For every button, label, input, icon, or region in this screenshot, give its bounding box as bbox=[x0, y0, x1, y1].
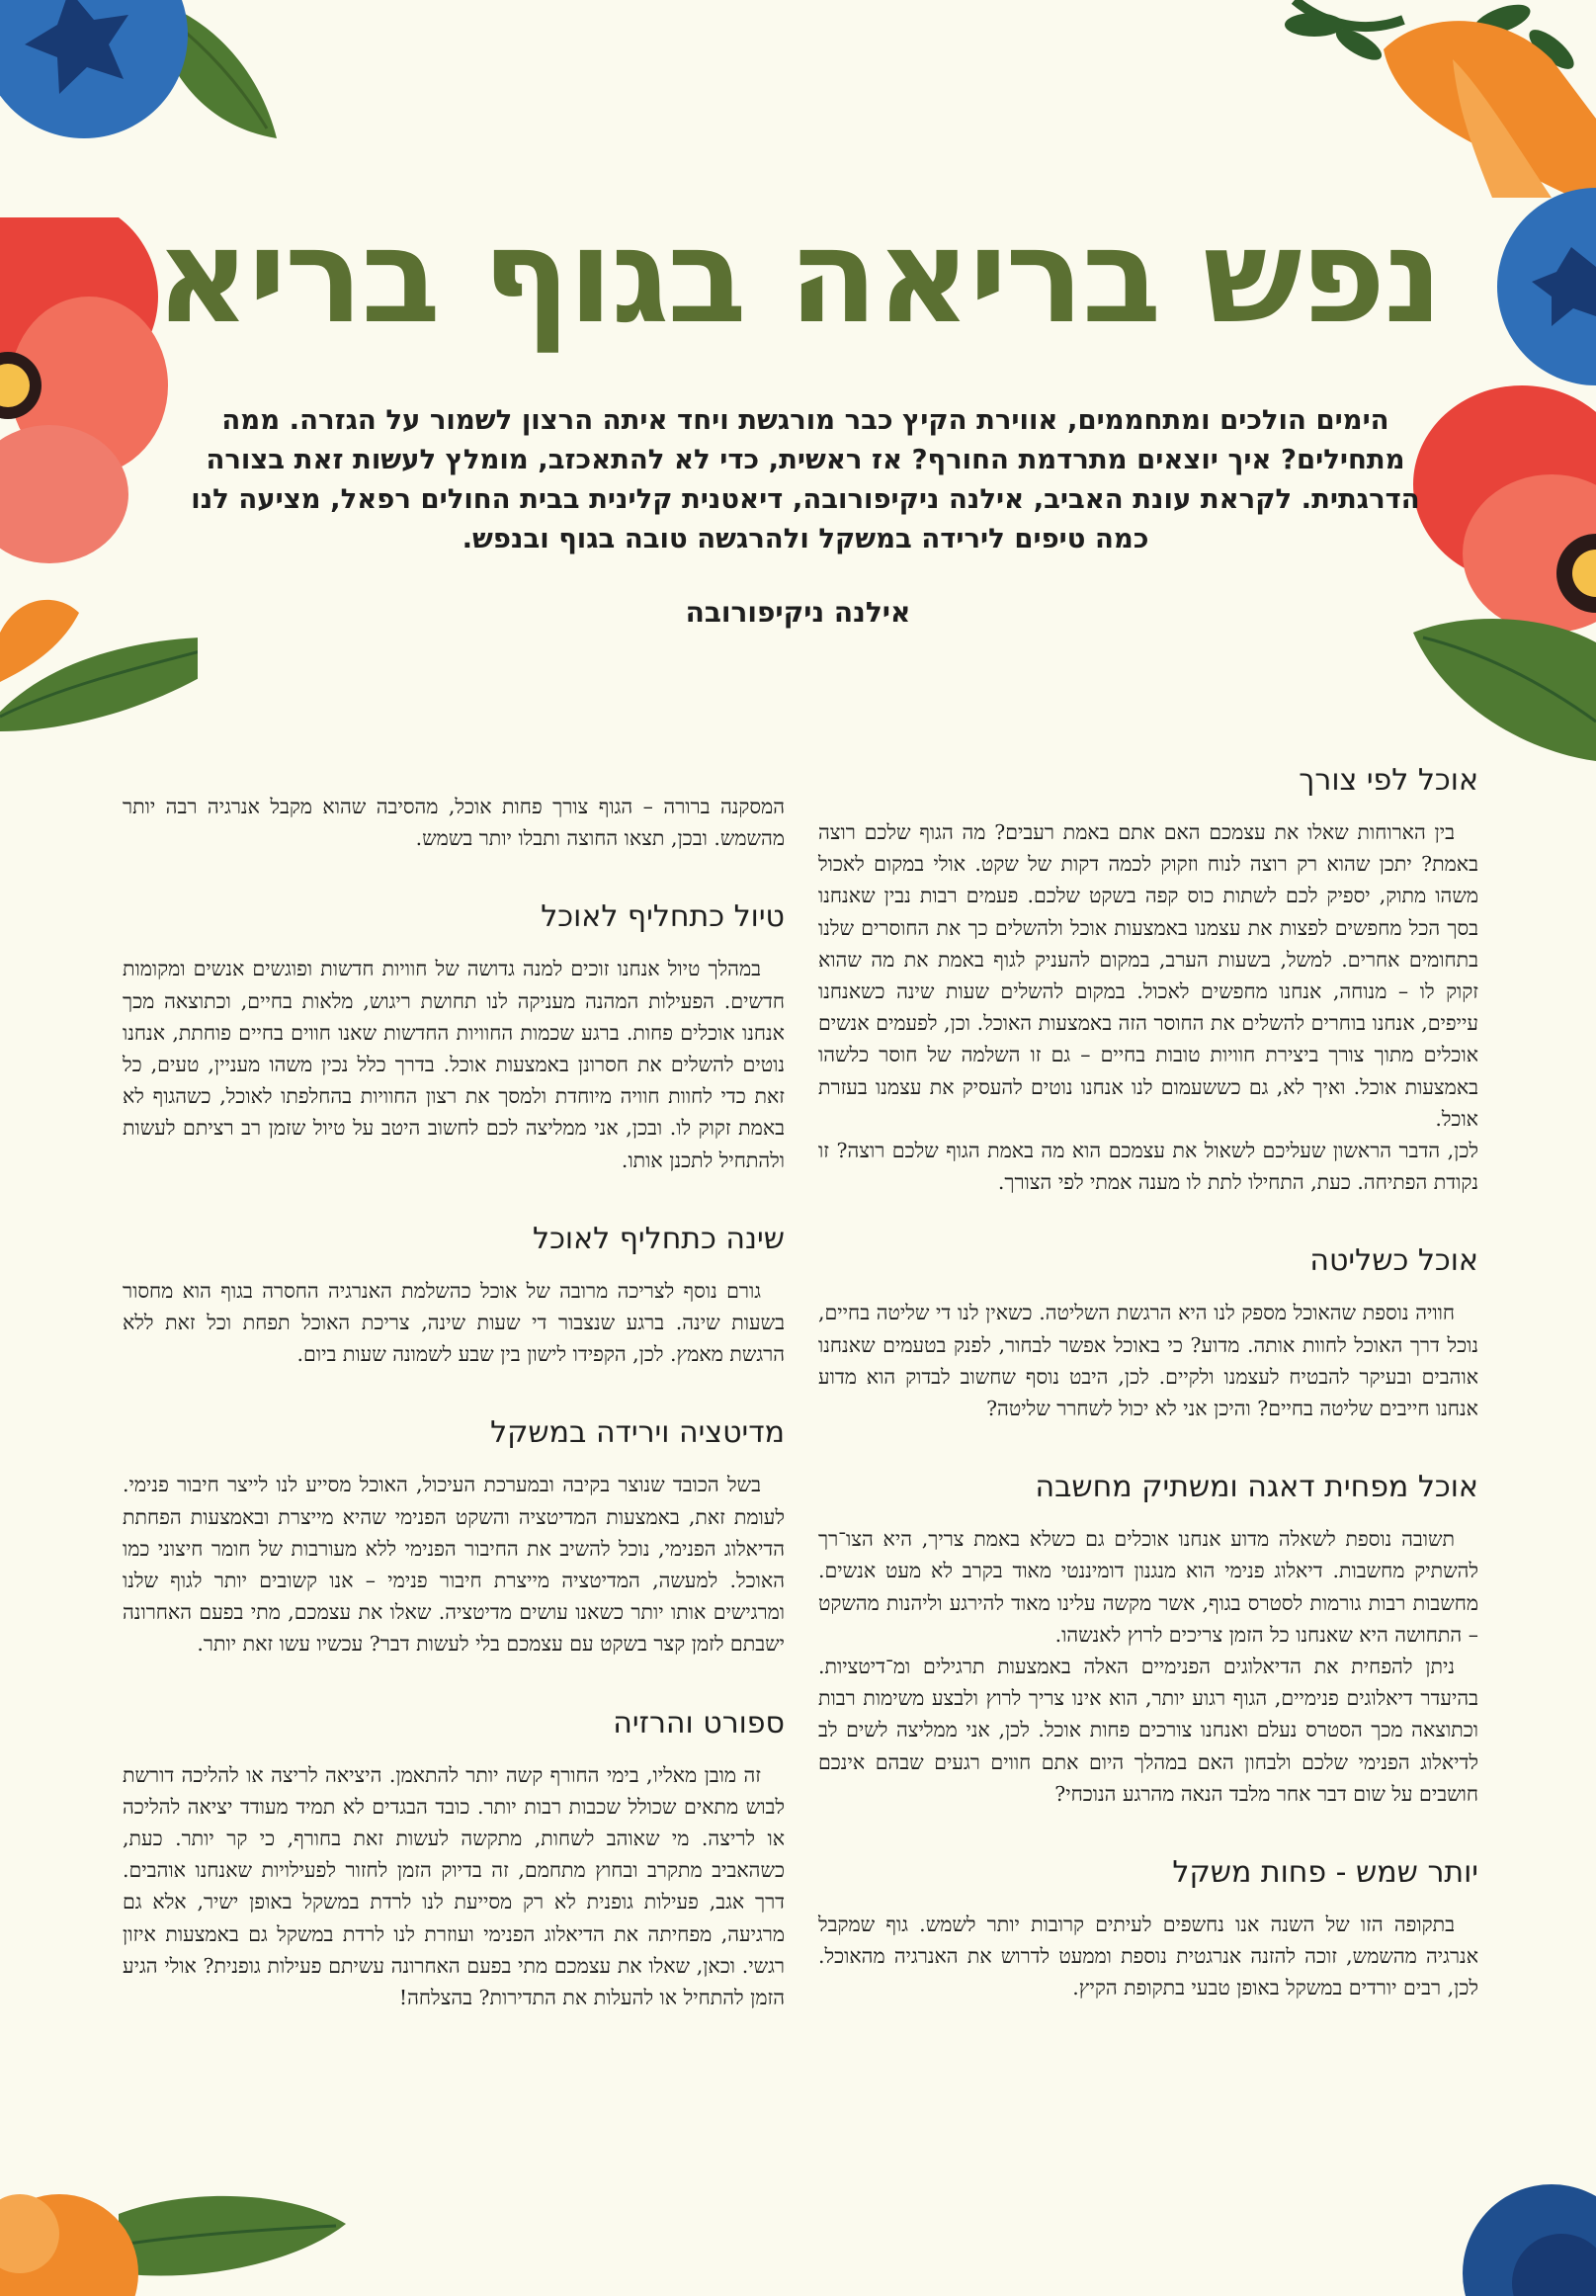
section-paragraph: ניתן להפחית את הדיאלוגים הפנימיים האלה באמצעות תרגילים ומ־דיטציות. בהיעדר דיאלוגים פנימיים, הגוף רגוע יותר, הוא אינו צריך לרוץ ולבצע משימות רבות וכתוצאה מכך הסטרס נעלם ואנחנו צורכים פחות אוכל. לכן, אני ממליצה לשים לב לדיאלוג הפנימי שלכם ולבחון האם במהלך היום אתם חווים רגעים שבהם אינכם חושבים על שום דבר אחר מלבד הנאה מהרגע הנוכחי? bbox=[818, 1655, 1478, 1806]
section-paragraph: תשובה נוספת לשאלה מדוע אנחנו אוכלים גם כשלא באמת צריך, היא הצו־רך להשתיק מחשבות. דיאלוג פנימי הוא מנגנון דומיננטי מאוד בקרב לא מעט אנשים. מחשבות רבות גורמות לסטרס בגוף, אשר מקשה עלינו מאוד להירגע וליהנות מהשקט – התחושה היא שאנחנו כל הזמן צריכים לרוץ לאנשהו. bbox=[818, 1527, 1478, 1647]
bottom-right-flowers bbox=[1443, 2165, 1596, 2296]
section-heading: טיול כתחליף לאוכל bbox=[541, 899, 785, 935]
section-sleep-instead-of-food bbox=[123, 1220, 785, 1371]
top-left-flowers bbox=[0, 0, 296, 158]
section-paragraph: זה מובן מאליו, בימי החורף קשה יותר להתאמן. היציאה לריצה או להליכה דורשת לבוש מתאים שכולל שכבות רבות יותר. כובד הבגדים לא תמיד מעודד יציאה להליכה או לריצה. מי שאוהב לשחות, מתקשה לעשות זאת בחורף, כי קר יותר. כעת, כשהאביב מתקרב ובחוץ מתחמם, זה בדיוק הזמן לחזור לפעילויות שאנחנו אוהבים. דרך אגב, פעילות גופנית לא רק מסייעת לנו לרדת במשקל באופן ישיר, אלא גם מרגיעה, מפחיתה את הדיאלוג הפנימי ועוזרת לנו לרדת במשקל גם באמצעות איזון רגשי. וכאן, שאלו את עצמכם מתי בפעם האחרונה עשיתם פעילות גופנית? אולי הגיע הזמן להתחיל או להעלות את התדירות? בהצלחה! bbox=[123, 1762, 785, 2010]
section-food-reduces-worry bbox=[818, 1468, 1478, 1810]
section-paragraph: לכן, הדבר הראשון שעליכם לשאול את עצמכם הוא מה באמת הגוף שלכם רוצה? זו נקודת הפתיחה. כעת, התחילו לתת לו מענה אמתי לפי הצורך. bbox=[818, 1139, 1478, 1195]
author-name: אילנה ניקיפורובה bbox=[685, 596, 911, 629]
bottom-left-flowers bbox=[0, 2165, 356, 2296]
section-heading: אוכל מפחית דאגה ומשתיק מחשבה bbox=[1035, 1470, 1478, 1505]
section-paragraph: המסקנה ברורה – הגוף צורך פחות אוכל, מהסיבה שהוא מקבל אנרגיה רבה יותר מהשמש. ובכן, תצאו החוצה ותבלו יותר בשמש. bbox=[123, 795, 785, 851]
section-paragraph: בשל הכובד שנוצר בקיבה ובמערכת העיכול, האוכל מסייע לנו לייצר חיבור פנימי. לעומת זאת, באמצעות המדיטציה והשקט הפנימי שהיא מייצרת ובאמצעות הפחתת הדיאלוג הפנימי, נוכל להשיב את החיבור הפנימי ללא מעורבות של חומר חיצוני כמו האוכל. למעשה, המדיטציה מייצרת חיבור פנימי – אנו קשובים יותר לגוף שלנו ומרגישים אותו יותר כשאנו עושים מדיטציה. שאלו את עצמכם, מתי בפעם האחרונה ישבתם לזמן קצר בשקט עם עצמכם בלי לעשות דבר? עכשיו עשו זאת יותר. bbox=[123, 1473, 785, 1657]
section-paragraph: בתקופה הזו של השנה אנו נחשפים לעיתים קרובות יותר לשמש. גוף שמקבל אנרגיה מהשמש, זוכה להזנה אנרגטית נוספת וממעט לדרוש את האנרגיה מהאוכל. לכן, רבים יורדים במשקל באופן טבעי בתקופת הקיץ. bbox=[818, 1913, 1478, 2000]
section-sun-conclusion bbox=[123, 791, 785, 854]
section-trip-instead-of-food bbox=[123, 897, 785, 1175]
section-food-by-need bbox=[818, 761, 1478, 1198]
section-food-as-control bbox=[818, 1241, 1478, 1424]
page-title: נפש בריאה בגוף בריא bbox=[154, 201, 1441, 353]
section-more-sun bbox=[818, 1853, 1478, 2004]
section-paragraph: במהלך טיול אנחנו זוכים למנה גדושה של חוויות חדשות ופוגשים אנשים ומקומות חדשים. הפעילות המהנה מעניקה לנו תחושת ריגוש, מלאות בחיים, וכתוצאה מכך אנחנו אוכלים פחות. ברגע שכמות החוויות החדשות שאנו חווים בחיים פוחתת, אנחנו נוטים להשלים את חסרונן באמצעות אוכל. בדרך כלל נכין משהו מעניין, טעים, כל זאת כדי לחוות חוויה מיוחדת ולמסך את רצון החוויות בהחלפתו לאוכל, כשהגוף לא באמת זקוק לו. ובכן, אני ממליצה לכם לחשוב היטב על טיול שזמן רב רציתם לעשות ולהתחיל לתכנן אותו. bbox=[123, 957, 785, 1172]
section-paragraph: חוויה נוספת שהאוכל מספק לנו היא הרגשת השליטה. כשאין לנו די שליטה בחיים, נוכל דרך האוכל לחוות אותה. מדוע? כי באוכל אפשר לבחור, לפנק בטעמים שאנחנו אוהבים ובעיקר להבטיח לעצמנו ולקיים. לכן, היבט נוסף שחשוב לבדוק הוא מדוע אנחנו חייבים שליטה בחיים? והיכן אני לא יכול לשחרר שליטה? bbox=[818, 1301, 1478, 1421]
section-heading: ספורט והרזיה bbox=[613, 1705, 785, 1741]
right-middle-flowers bbox=[1403, 376, 1596, 771]
section-heading: מדיטציה וירידה במשקל bbox=[490, 1415, 785, 1451]
section-paragraph: בין הארוחות שאלו את עצמכם האם אתם באמת רעבים? מה הגוף שלכם רוצה באמת? יתכן שהוא רק רוצה לנוח וזקוק לכמה דקות של שקט. אולי במקום לאכול משהו מתוק, יספיק לכם לשתות כוס קפה בשקט שלכם. פעמים רבות נבין שאנחנו בסך הכל מחפשים לפצות את עצמנו באמצעות אוכל ולהשלים כך את החוסרים שלנו בתחומים אחרים. למשל, בשעות הערב, במקום להעניק לגוף באמת את מה שהוא זקוק לו – מנוחה, אנחנו מחפשים לאכול. במקום להשלים שעות שינה כשאנחנו עייפים, אנחנו בוחרים להשלים את החוסר הזה באמצעות האוכל. וכן, לפעמים אנשים אוכלים מתוך צורך ביצירת חוויות טובות בחיים – גם זו השלמה של חוסר כלשהו באמצעות אוכל. ואיך לא, גם כששעמום לנו אנחנו נוטים להעסיק את עצמנו בעזרת אוכל. bbox=[818, 820, 1478, 1131]
section-heading: יותר שמש - פחות משקל bbox=[1172, 1855, 1478, 1891]
article-column-left bbox=[123, 791, 785, 2057]
section-paragraph: גורם נוסף לצריכה מרובה של אוכל כהשלמת האנרגיה החסרה בגוף הוא מחסור בשעות שינה. ברגע שנצבור די שעות שינה, צריכת האוכל תפחת וכל זאת ללא הרגשת מאמץ. לכן, הקפידו לישון בין שבע לשמונה שעות ביום. bbox=[123, 1278, 785, 1367]
section-heading: אוכל לפי צורך bbox=[1299, 763, 1478, 798]
section-meditation bbox=[123, 1413, 785, 1659]
section-heading: אוכל כשליטה bbox=[1309, 1243, 1478, 1279]
article-column-right bbox=[818, 761, 1478, 2048]
section-heading: שינה כתחליף לאוכל bbox=[533, 1221, 785, 1256]
intro-paragraph: הימים הולכים ומתחממים, אווירת הקיץ כבר מורגשת ויחד איתה הרצון לשמור על הגזרה. ממה מתחילים? איך יוצאים מתרדמת החורף? אז ראשית, כדי לא להתאכזב, מומלץ לעשות זאת בצורה הדרגתית. לקראת עונת האביב, אילנה ניקיפורובה, דיאטנית קלינית בבית החולים רפאל, מציעה לנו כמה טיפים לירידה במשקל ולהרגשה טובה בגוף ובנפש. bbox=[191, 404, 1420, 554]
section-sport bbox=[123, 1704, 785, 2014]
